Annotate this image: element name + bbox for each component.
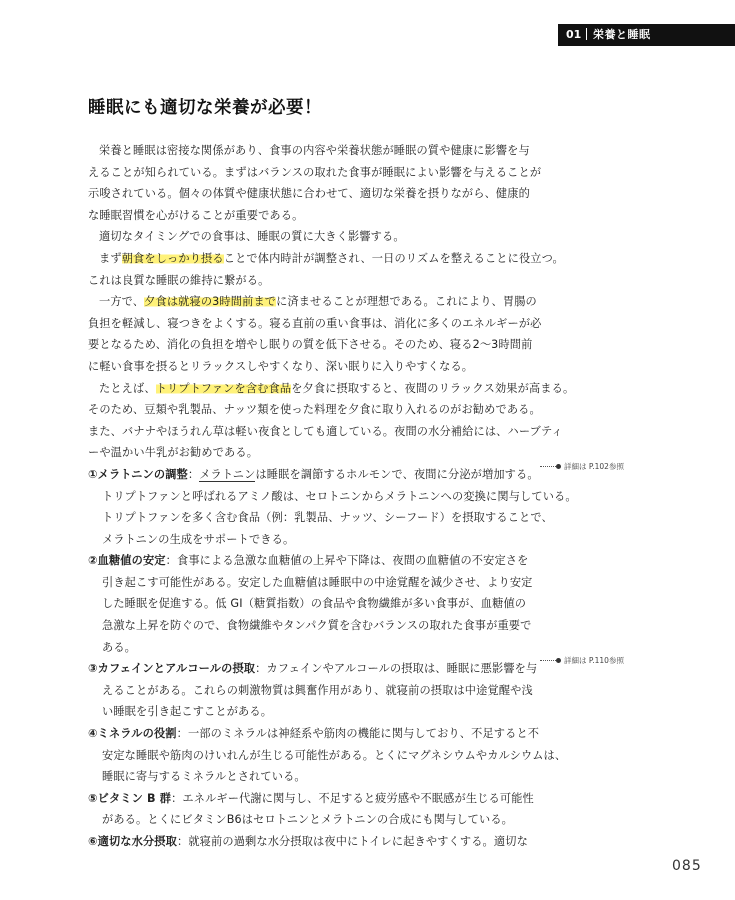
text: に済ませることが理想である。これにより、胃腸の bbox=[276, 295, 537, 309]
reference-text: 詳細は P.110参照 bbox=[564, 656, 624, 665]
list-item-line: メラトニンの生成をサポートできる。 bbox=[102, 532, 295, 546]
text: カフェインやアルコールの摂取は、睡眠に悪影響を与 bbox=[266, 662, 538, 676]
paragraph-line: これは良質な睡眠の維持に繋がる。 bbox=[88, 273, 270, 287]
colon: ： bbox=[165, 554, 177, 568]
colon: ： bbox=[255, 662, 267, 676]
text: は睡眠を調節するホルモンで、夜間に分泌が増加する。 bbox=[255, 467, 539, 481]
text: 食事による急激な血糖値の上昇や下降は、夜間の血糖値の不安定さを bbox=[177, 554, 529, 568]
list-item-head bbox=[88, 658, 548, 680]
body-text bbox=[88, 140, 577, 853]
colon: ： bbox=[176, 727, 188, 741]
paragraph-line bbox=[88, 291, 548, 313]
header-rule bbox=[558, 44, 735, 46]
list-item-line: えることがある。これらの刺激物質は興奮作用があり、就寝前の摂取は中途覚醒や浅 bbox=[102, 683, 533, 697]
paragraph-line: 栄養と睡眠は密接な関係があり、食事の内容や栄養状態が睡眠の質や健康に影響を与 bbox=[99, 144, 530, 157]
paragraph-line: 要となるため、消化の負担を増やし眠りの質を低下させる。そのため、寝る2～3時間前 bbox=[88, 338, 533, 352]
colon: ： bbox=[171, 791, 183, 805]
paragraph-line bbox=[88, 378, 575, 400]
list-item-head bbox=[88, 831, 548, 853]
list-item-line: 睡眠に寄与するミネラルとされている。 bbox=[102, 770, 306, 784]
text: 一方で、 bbox=[99, 295, 145, 309]
page-reference-102 bbox=[540, 460, 635, 474]
list-item-head bbox=[88, 464, 548, 486]
paragraph-line: ーや温かい牛乳がお勧めである。 bbox=[88, 446, 259, 460]
paragraph-line: また、バナナやほうれん草は軽い夜食としても適している。夜間の水分補給には、ハーブティ bbox=[88, 424, 563, 438]
text: ことで体内時計が調整され、一日のリズムを整えることに役立つ。 bbox=[223, 251, 564, 265]
colon: ： bbox=[177, 835, 189, 848]
item-heading: ③カフェインとアルコールの摂取 bbox=[88, 662, 256, 676]
page-number: 085 bbox=[672, 858, 702, 874]
chapter-title: 栄養と睡眠 bbox=[593, 28, 651, 41]
chapter-number: 01 bbox=[566, 27, 582, 41]
highlight-dinner-timing: 夕食は就寝の3時間前まで bbox=[144, 295, 277, 309]
paragraph-line: えることが知られている。まずはバランスの取れた食事が睡眠によい影響を与えることが bbox=[88, 165, 542, 179]
list-item-line: トリプトファンと呼ばれるアミノ酸は、セロトニンからメラトニンへの変換に関与している。 bbox=[102, 489, 577, 503]
item-heading: ⑤ビタミン B 群 bbox=[88, 791, 172, 805]
list-item-line: ある。 bbox=[102, 640, 137, 654]
paragraph-line: そのため、豆類や乳製品、ナッツ類を使った料理を夕食に取り入れるのがお勧めである。 bbox=[88, 403, 541, 417]
list-item-head bbox=[88, 788, 548, 810]
paragraph-line: 負担を軽減し、寝つきをよくする。寝る直前の重い食事は、消化に多くのエネルギーが必 bbox=[88, 316, 542, 330]
paragraph-line: に軽い食事を摂るとリラックスしやすくなり、深い眠りに入りやすくなる。 bbox=[88, 359, 474, 373]
text: 一部のミネラルは神経系や筋肉の機能に関与しており、不足すると不 bbox=[188, 727, 540, 741]
text: 就寝前の過剰な水分摂取は夜中にトイレに起きやすくする。適切な bbox=[188, 835, 528, 848]
chapter-divider bbox=[586, 28, 587, 40]
item-heading: ①メラトニンの調整 bbox=[88, 467, 188, 481]
list-item-head bbox=[88, 723, 548, 745]
underlined-term: メラトニン bbox=[199, 467, 256, 481]
list-item-head bbox=[88, 550, 548, 572]
list-item-line: がある。とくにビタミンB6はセロトニンとメラトニンの合成にも関与している。 bbox=[102, 813, 514, 827]
bullet-dot bbox=[556, 464, 561, 469]
paragraph-line: 示唆されている。個々の体質や健康状態に合わせて、適切な栄養を摂りながら、健康的 bbox=[88, 187, 530, 201]
item-heading: ⑥適切な水分摂取 bbox=[88, 835, 177, 848]
text: まず bbox=[99, 251, 122, 265]
list-item-line: 急激な上昇を防ぐので、食物繊維やタンパク質を含むバランスの取れた食事が重要で bbox=[102, 619, 532, 633]
list-item-line: い睡眠を引き起こすことがある。 bbox=[102, 705, 273, 719]
list-item-line: 安定な睡眠や筋肉のけいれんが生じる可能性がある。とくにマグネシウムやカルシウムは、 bbox=[102, 748, 567, 762]
list-item-line: 引き起こす可能性がある。安定した血糖値は睡眠中の中途覚醒を減少させ、より安定 bbox=[102, 575, 533, 589]
colon: ： bbox=[187, 467, 200, 481]
text: エネルギー代謝に関与し、不足すると疲労感や不眠感が生じる可能性 bbox=[182, 791, 534, 805]
text: を夕食に摂取すると、夜間のリラックス効果が高まる。 bbox=[291, 381, 575, 395]
highlight-breakfast: 朝食をしっかり摂る bbox=[121, 251, 224, 265]
list-item-line: した睡眠を促進する。低 GI（糖質指数）の食品や食物繊維が多い食事が、血糖値の bbox=[102, 597, 527, 611]
highlight-tryptophan: トリプトファンを含む食品 bbox=[155, 381, 292, 395]
reference-text: 詳細は P.102参照 bbox=[564, 462, 624, 471]
paragraph-line: な睡眠習慣を心がけることが重要である。 bbox=[88, 208, 304, 222]
paragraph-line: 適切なタイミングでの食事は、睡眠の質に大きく影響する。 bbox=[99, 230, 405, 244]
chapter-tab bbox=[558, 24, 735, 44]
item-heading: ②血糖値の安定 bbox=[88, 554, 166, 568]
page-reference-110 bbox=[540, 654, 635, 668]
item-heading: ④ミネラルの役割 bbox=[88, 727, 177, 741]
list-item-line: トリプトファンを多く含む食品（例：乳製品、ナッツ、シーフード）を摂取することで、 bbox=[102, 511, 553, 525]
paragraph-line bbox=[88, 248, 564, 270]
page-title: 睡眠にも適切な栄養が必要！ bbox=[88, 98, 322, 118]
bullet-dot bbox=[556, 658, 561, 663]
text: たとえば、 bbox=[99, 381, 156, 395]
